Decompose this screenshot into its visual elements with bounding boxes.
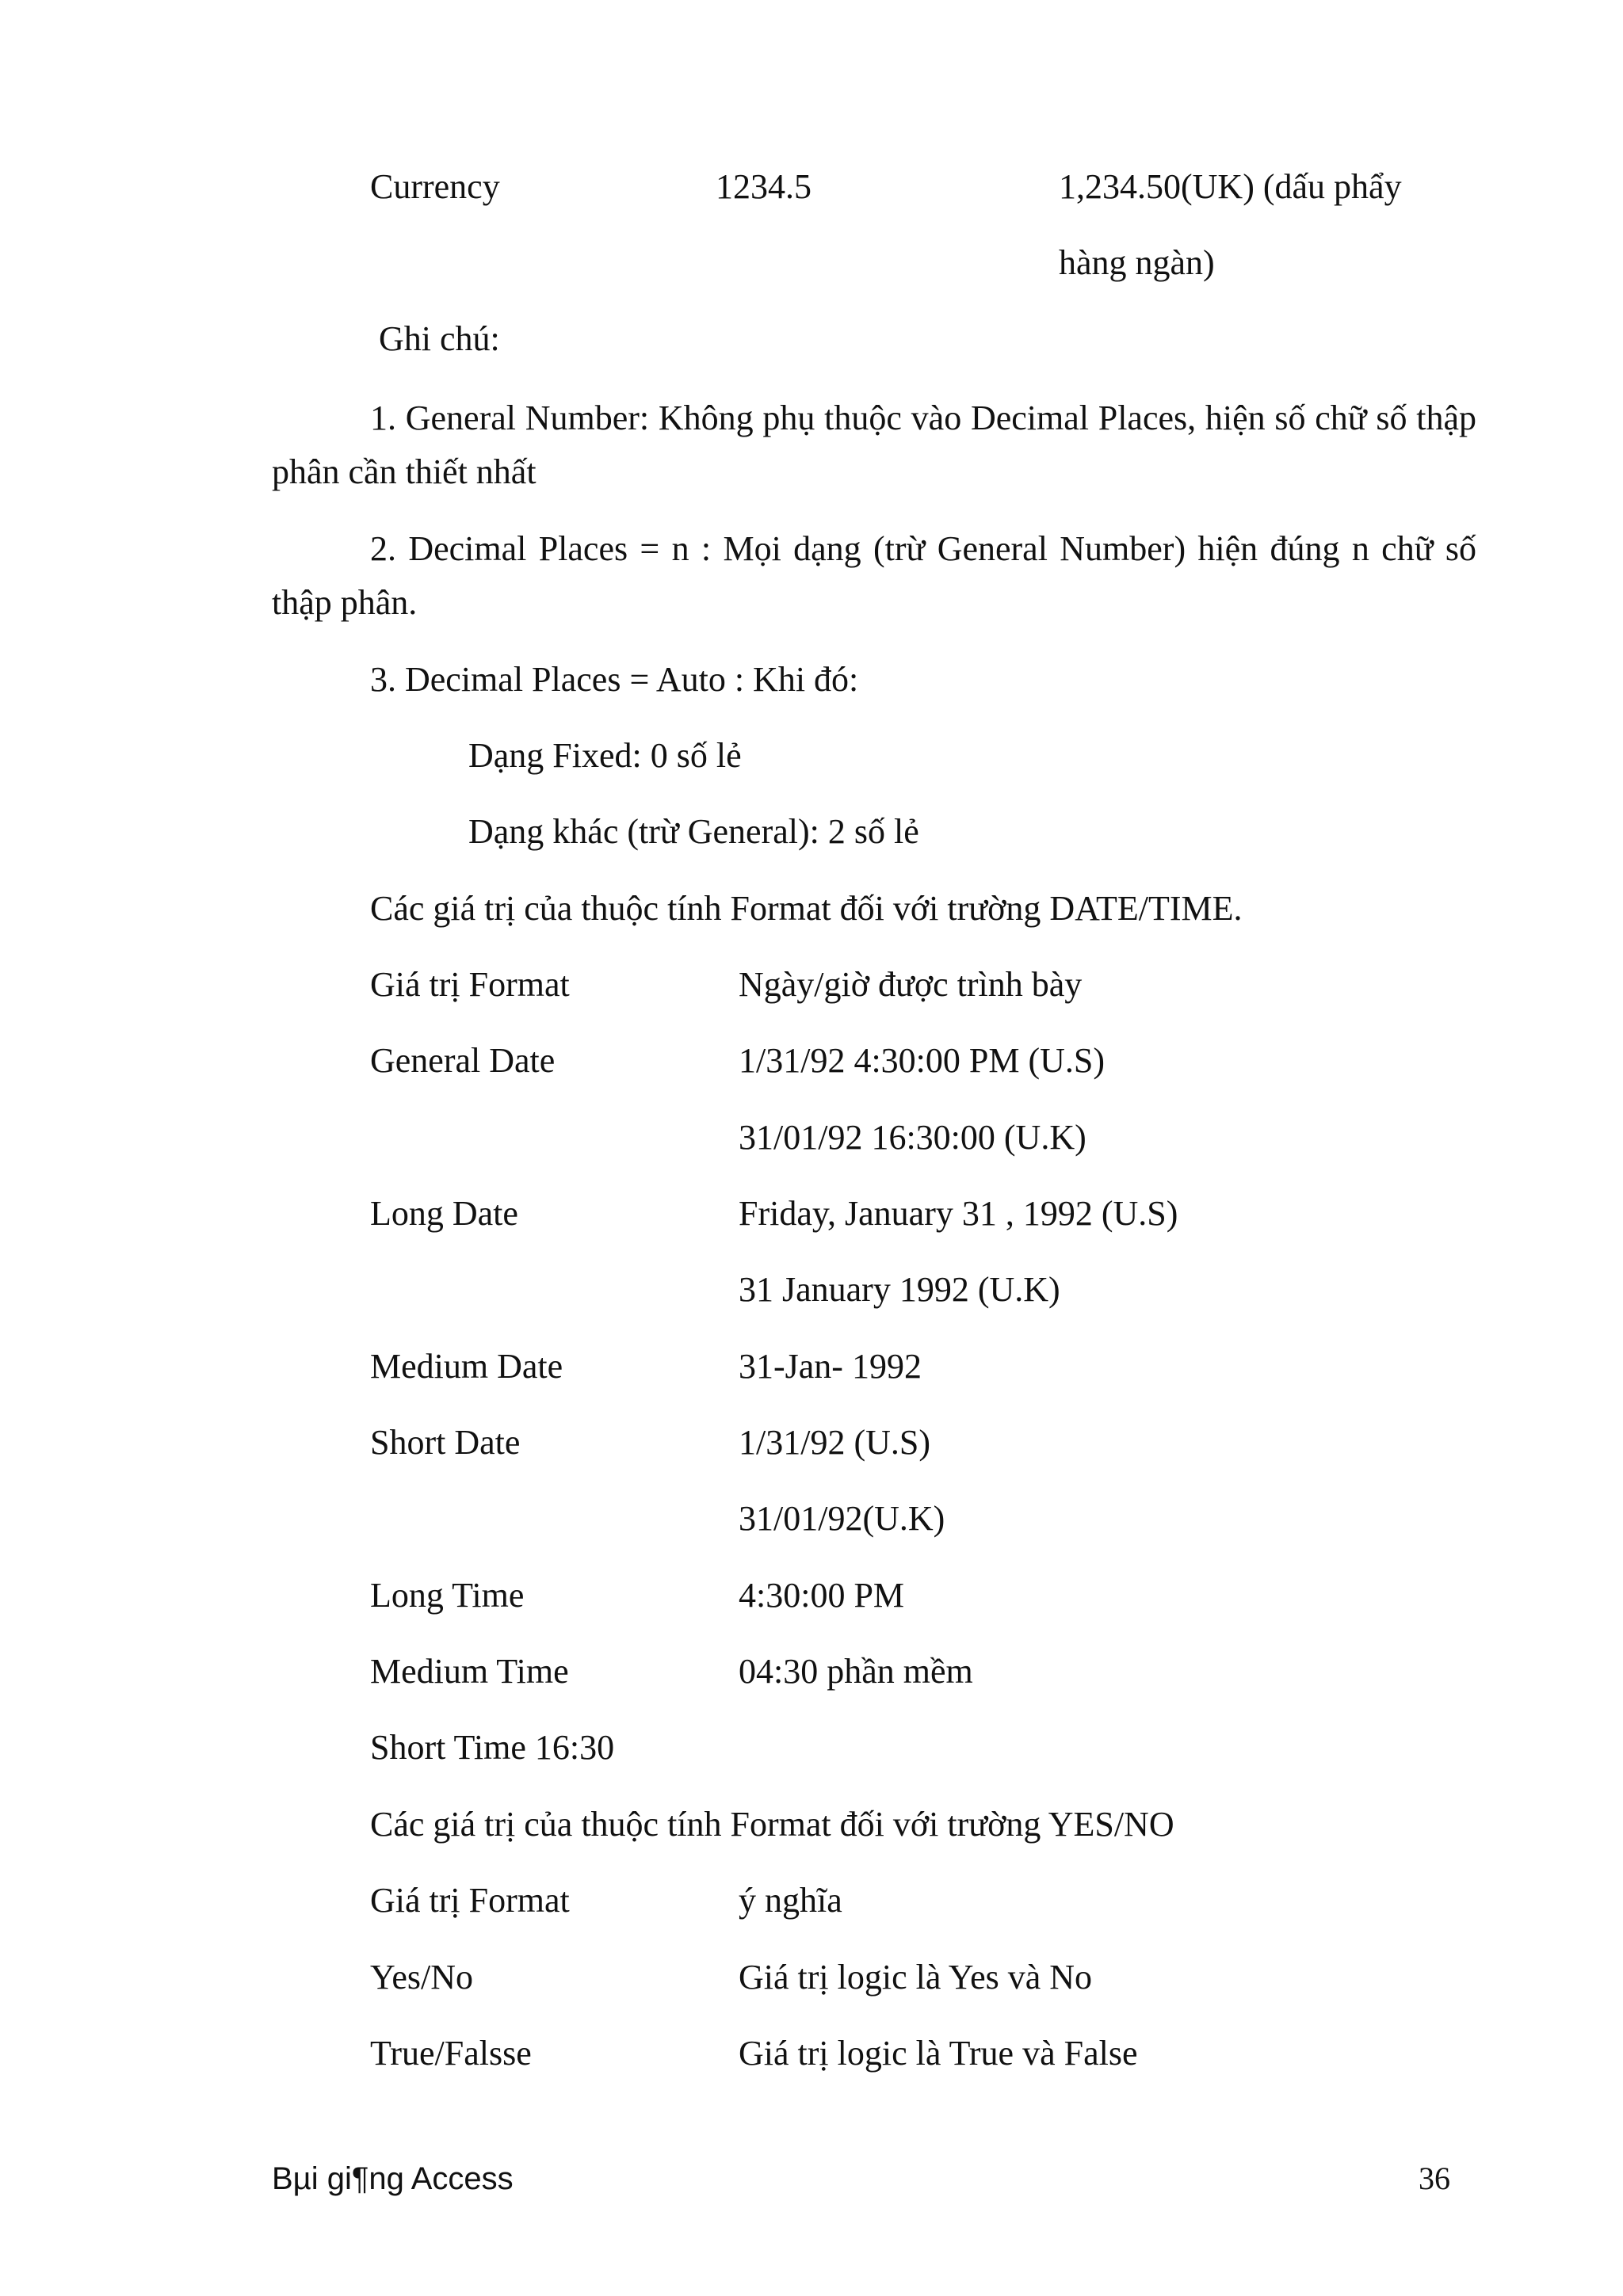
datetime-row-value: 31/01/92 16:30:00 (U.K) <box>739 1118 1086 1157</box>
datetime-row-name: Short Date <box>370 1423 521 1462</box>
yesno-row-name: Yes/No <box>370 1958 474 1997</box>
note-1: 1. General Number: Không phụ thuộc vào Decimal Places, hiện số chữ số thập phân cần thiết nhất <box>272 399 1476 491</box>
datetime-row-name: Medium Time <box>370 1652 569 1691</box>
datetime-row-name: General Date <box>370 1041 556 1080</box>
yesno-col2-header: ý nghĩa <box>739 1881 842 1920</box>
datetime-row-name: Long Date <box>370 1194 518 1233</box>
notes-title: Ghi chú: <box>379 319 500 358</box>
yesno-heading: Các giá trị của thuộc tính Format đối với trường YES/NO <box>370 1805 1174 1844</box>
datetime-row-value: 1/31/92 (U.S) <box>739 1423 930 1462</box>
yesno-col1-header: Giá trị Format <box>370 1881 570 1920</box>
datetime-col1-header: Giá trị Format <box>370 965 570 1004</box>
datetime-row-value: 31-Jan- 1992 <box>739 1347 922 1386</box>
datetime-row-value: 31 January 1992 (U.K) <box>739 1270 1060 1309</box>
datetime-row-value: 1/31/92 4:30:00 PM (U.S) <box>739 1041 1106 1080</box>
note-3-sub-2: Dạng khác (trừ General): 2 số lẻ <box>468 812 919 851</box>
page-number: 36 <box>1419 2161 1450 2196</box>
currency-input-value: 1234.5 <box>716 167 812 206</box>
datetime-row-name: Long Time <box>370 1576 525 1615</box>
footer-title: Bµi gi¶ng Access <box>272 2161 514 2196</box>
currency-output-line1: 1,234.50(UK) (dấu phẩy <box>1059 167 1402 206</box>
datetime-heading: Các giá trị của thuộc tính Format đối với trường DATE/TIME. <box>370 889 1243 928</box>
short-time-line: Short Time 16:30 <box>370 1728 615 1767</box>
note-3: 3. Decimal Places = Auto : Khi đó: <box>370 660 859 699</box>
datetime-row-name: Medium Date <box>370 1347 563 1386</box>
note-2: 2. Decimal Places = n : Mọi dạng (trừ General Number) hiện đúng n chữ số thập phân. <box>272 529 1476 622</box>
yesno-row-name: True/Falsse <box>370 2034 532 2073</box>
yesno-row-value: Giá trị logic là Yes và No <box>739 1958 1093 1997</box>
note-3-sub-1: Dạng Fixed: 0 số lẻ <box>468 736 742 775</box>
datetime-row-value: 4:30:00 PM <box>739 1576 905 1615</box>
datetime-row-value: Friday, January 31 , 1992 (U.S) <box>739 1194 1178 1233</box>
datetime-col2-header: Ngày/giờ được trình bày <box>739 965 1083 1004</box>
currency-format-name: Currency <box>370 167 500 206</box>
datetime-row-value: 04:30 phần mềm <box>739 1652 973 1691</box>
datetime-row-value: 31/01/92(U.K) <box>739 1499 945 1538</box>
currency-output-line2: hàng ngàn) <box>1059 243 1215 282</box>
yesno-row-value: Giá trị logic là True và False <box>739 2034 1138 2073</box>
